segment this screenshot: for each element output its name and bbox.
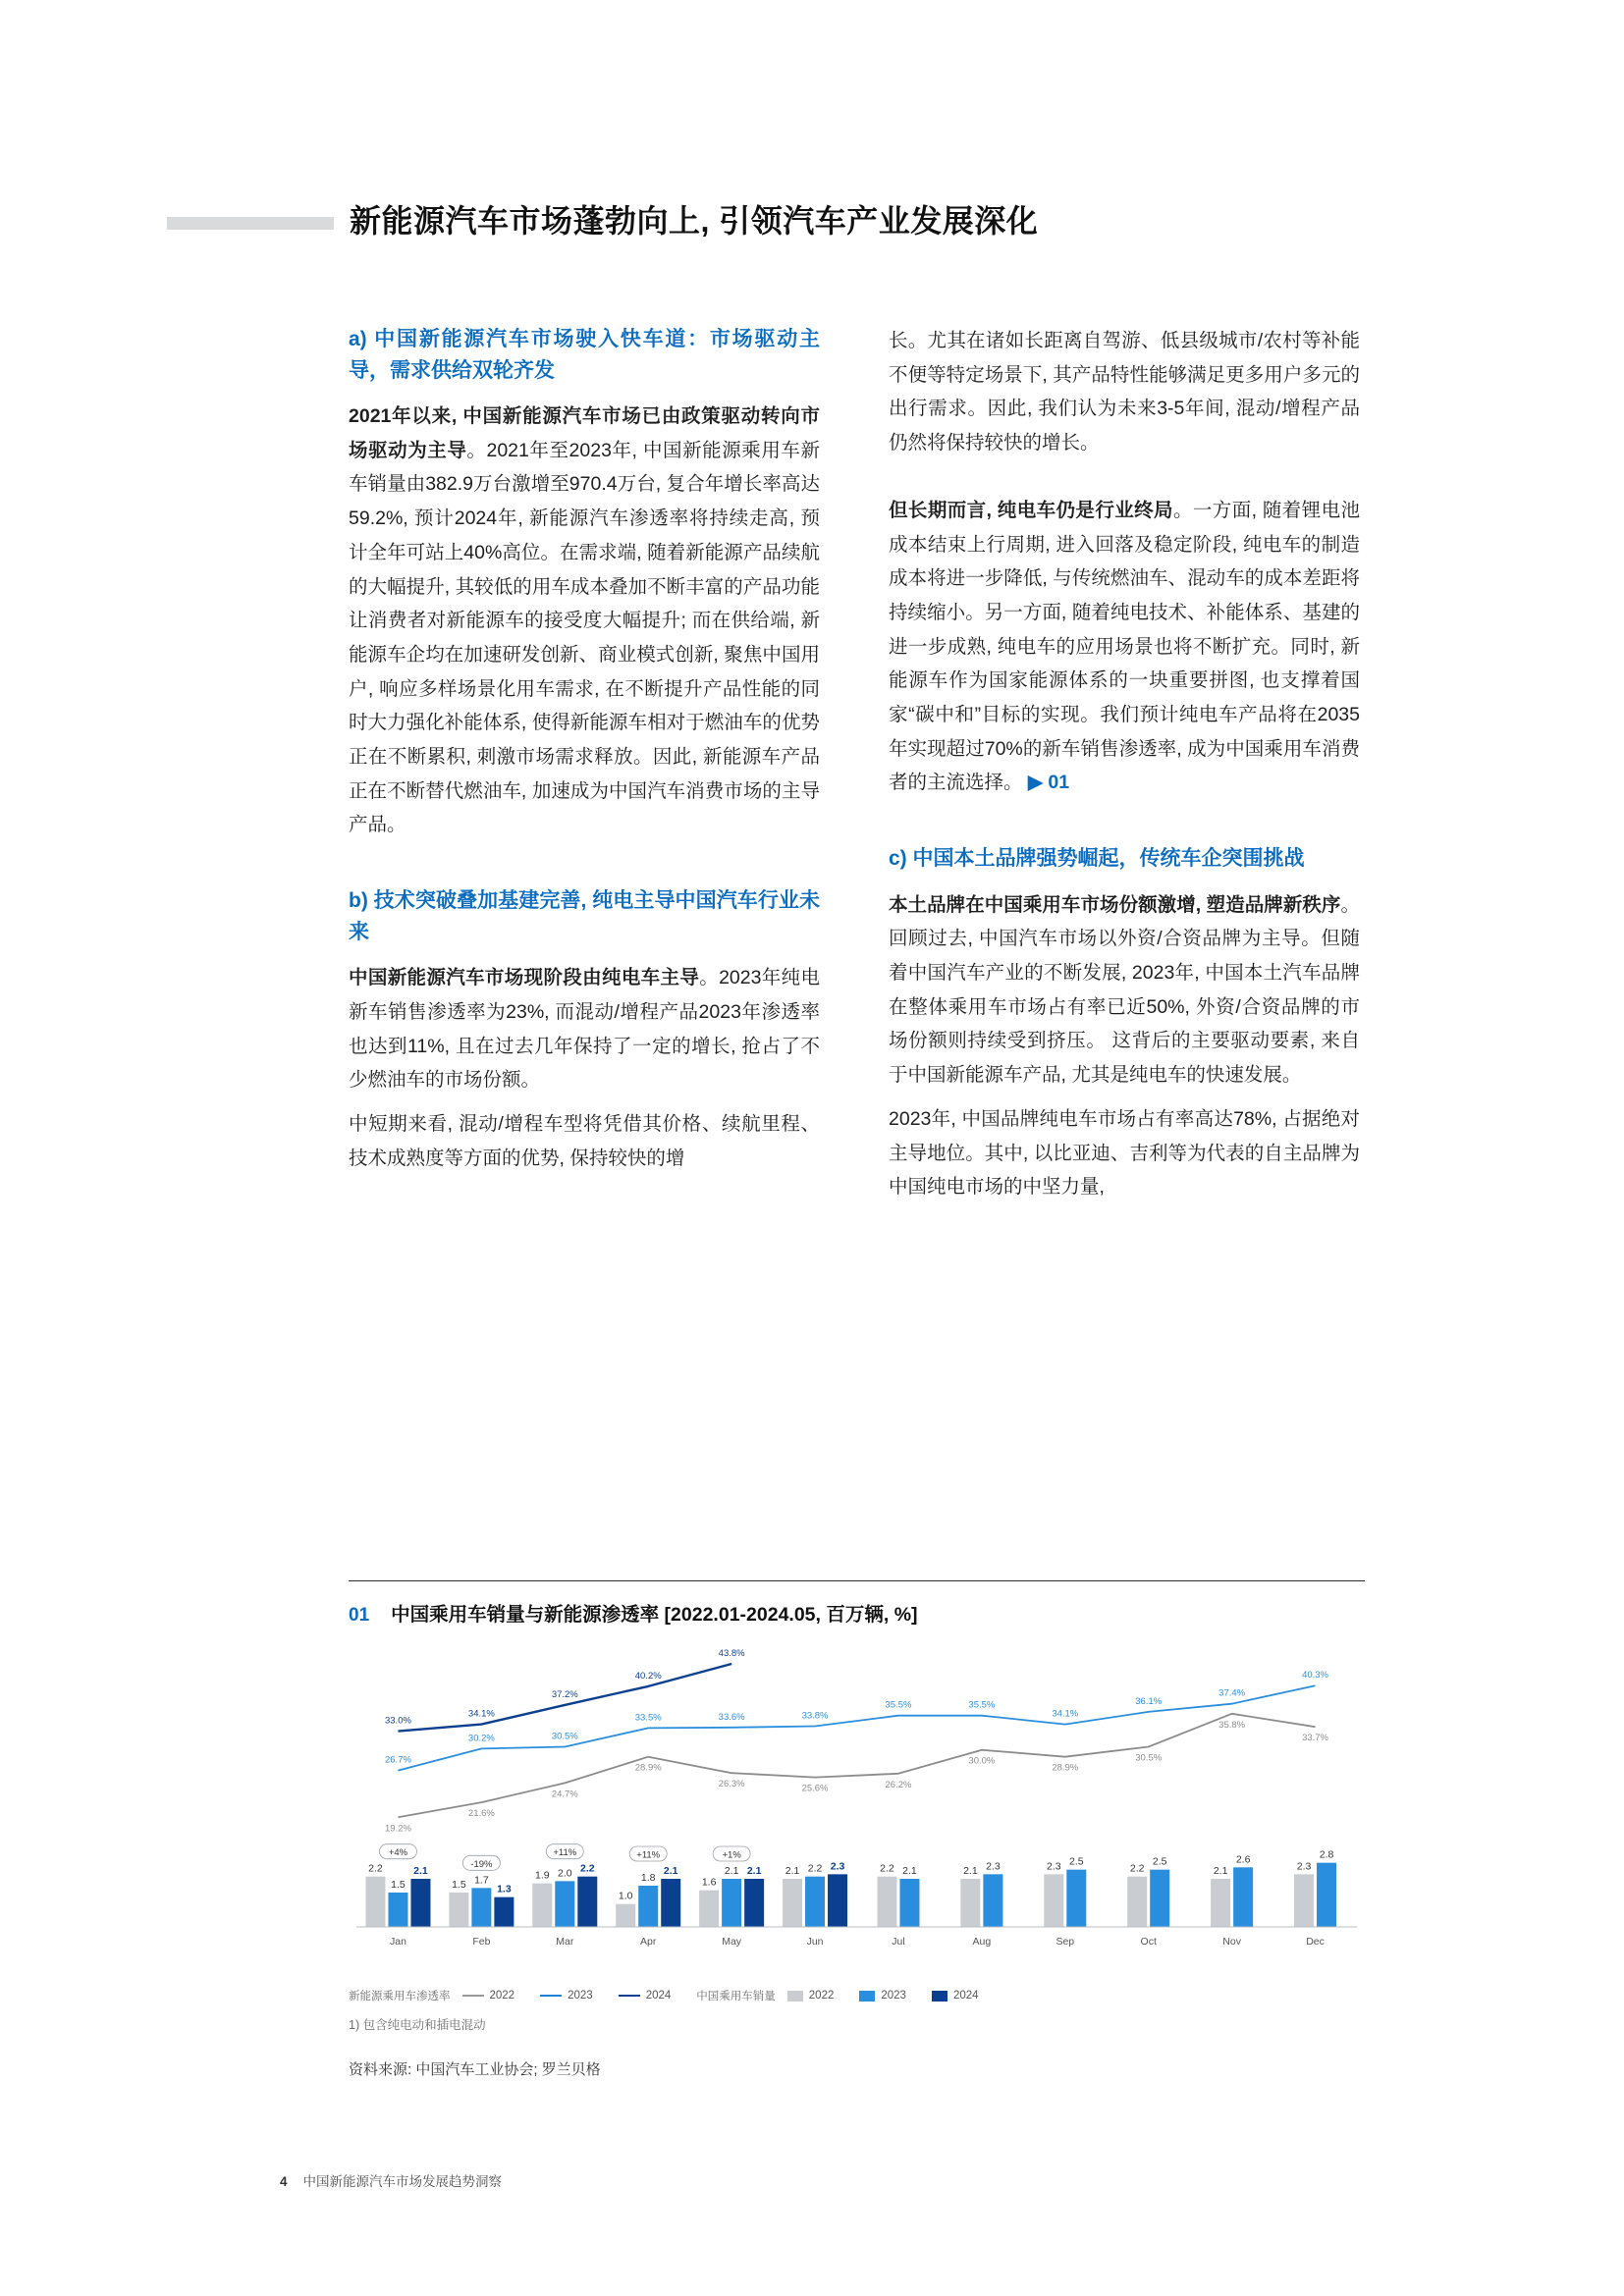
paragraph-ev-endgame-lead: 但长期而言, 纯电车仍是行业终局 — [889, 499, 1173, 521]
legend-line-2024 — [619, 1990, 672, 2002]
svg-text:35.5%: 35.5% — [885, 1699, 912, 1711]
section-b-body: 。2023年纯电新车销售渗透率为23%, 而混动/增程产品2023年渗透率也达到11%, 且在过去几年保持了一定的增长, 抢占了不少燃油车的市场份额。 — [349, 967, 820, 1092]
section-a-paragraph — [349, 400, 820, 842]
svg-text:25.6%: 25.6% — [801, 1783, 829, 1794]
sales-penetration-chart — [349, 1632, 1365, 1986]
svg-text:2.3: 2.3 — [1046, 1860, 1061, 1873]
svg-text:30.0%: 30.0% — [968, 1755, 996, 1767]
svg-text:30.2%: 30.2% — [467, 1733, 495, 1744]
svg-text:28.9%: 28.9% — [1052, 1762, 1079, 1774]
section-b-heading: b) 技术突破叠加基建完善, 纯电主导中国汽车行业未来 — [349, 889, 820, 943]
svg-text:36.1%: 36.1% — [1135, 1695, 1163, 1707]
svg-text:40.2%: 40.2% — [634, 1670, 662, 1682]
svg-text:40.3%: 40.3% — [1302, 1670, 1329, 1682]
continued-paragraph: 长。尤其在诸如长距离自驾游、低县级城市/农村等补能不便等特定场景下, 其产品特性能够满足更多用户多元的出行需求。因此, 我们认为未来3-5年间, 混动/增程产品仍然将保持较快的增长。 — [889, 330, 1360, 454]
svg-text:2.1: 2.1 — [963, 1865, 978, 1877]
svg-text:Jul: Jul — [892, 1936, 905, 1948]
svg-text:33.5%: 33.5% — [634, 1712, 662, 1724]
svg-text:19.2%: 19.2% — [384, 1823, 411, 1835]
section-a-body: 。2021年至2023年, 中国新能源乘用车新车销量由382.9万台激增至970.4万台, 复合年增长率高达59.2%, 预计2024年, 新能源汽车渗透率将持续走高, 预计全年可站上40%高位。在需求端, 随着新能源产品续航的大幅提升, 其较低的用车成本叠加不断丰富的产品功能让消费者对新能源车的接受度大幅提升; 而在供给端, 新能源车企均在加速研发创新、商业模式创新, 聚焦中国用户, 响应多样场景化用车需求, 在不断提升产品性能的同时大力强化补能体系, 使得新能源车相对于燃油车的优势正在不断累积, 刺激市场需求释放。因此, 新能源车产品正在不断替代燃油车, 加速成为中国汽车消费市场的主导产品。 — [349, 439, 820, 836]
svg-text:2.1: 2.1 — [724, 1865, 739, 1877]
legend-line-swatch-2023 — [540, 1995, 562, 1997]
svg-text:1.3: 1.3 — [497, 1883, 512, 1896]
svg-text:2.1: 2.1 — [1213, 1865, 1228, 1877]
svg-text:30.5%: 30.5% — [1135, 1752, 1163, 1764]
svg-text:35.8%: 35.8% — [1218, 1719, 1246, 1731]
right-column — [889, 324, 1360, 1214]
paragraph-ev-endgame-body: 。一方面, 随着锂电池成本结束上行周期, 进入回落及稳定阶段, 纯电车的制造成本将进一步降低, 与传统燃油车、混动车的成本差距将持续缩小。另一方面, 随着纯电技术、补能体系、基建的进一步成熟, 纯电车的应用场景也将不断扩充。同时, 新能源车作为国家能源体系的一块重要拼图, 也支撑着国家“碳中和”目标的实现。我们预计纯电车产品将在2035年实现超过70%的新车销售渗透率, 成为中国乘用车消费者的主流选择。 — [889, 499, 1360, 794]
legend-bar-text-2023: 2023 — [881, 1990, 906, 2002]
svg-text:1.5: 1.5 — [391, 1879, 406, 1891]
svg-text:2.1: 2.1 — [746, 1865, 762, 1877]
svg-text:37.4%: 37.4% — [1218, 1687, 1246, 1699]
svg-text:1.7: 1.7 — [474, 1874, 489, 1887]
svg-text:1.6: 1.6 — [701, 1876, 717, 1889]
svg-text:2.1: 2.1 — [413, 1865, 428, 1877]
section-c-paragraph — [889, 888, 1360, 1093]
svg-text:33.8%: 33.8% — [801, 1710, 829, 1722]
svg-text:Nov: Nov — [1222, 1936, 1241, 1948]
legend-bar-swatch-2023 — [859, 1991, 875, 2002]
svg-text:-19%: -19% — [470, 1858, 493, 1870]
svg-text:2.0: 2.0 — [557, 1867, 572, 1880]
section-a-heading: a) 中国新能源汽车市场驶入快车道：市场驱动主导，需求供给双轮齐发 — [349, 328, 820, 382]
svg-text:2.1: 2.1 — [663, 1865, 678, 1877]
section-c-paragraph-2: 2023年, 中国品牌纯电车市场占有率高达78%, 占据绝对主导地位。其中, 以比亚迪、吉利等为代表的自主品牌为中国纯电市场的中坚力量, — [889, 1107, 1360, 1199]
exhibit-01 — [349, 1580, 1365, 2079]
svg-text:Jun: Jun — [806, 1936, 824, 1948]
svg-text:May: May — [722, 1936, 742, 1948]
svg-text:Apr: Apr — [640, 1936, 657, 1948]
svg-text:2.3: 2.3 — [986, 1860, 1001, 1873]
svg-text:26.7%: 26.7% — [384, 1754, 411, 1766]
section-a-lead: 2021年以来, 中国新能源汽车市场已由政策驱动转向市场驱动为主导 — [349, 405, 820, 461]
legend-line-text-2024: 2024 — [645, 1990, 672, 2002]
svg-text:2.5: 2.5 — [1152, 1855, 1167, 1868]
footer-doc-title: 中国新能源汽车市场发展趋势洞察 — [302, 2174, 503, 2189]
svg-text:30.5%: 30.5% — [551, 1731, 578, 1742]
legend-bar-2024 — [932, 1990, 979, 2002]
page-footer — [280, 2170, 502, 2190]
svg-text:33.7%: 33.7% — [1302, 1733, 1329, 1744]
svg-text:28.9%: 28.9% — [634, 1762, 662, 1774]
legend-line-2022 — [462, 1990, 515, 2002]
legend-line-text-2022: 2022 — [489, 1990, 515, 2002]
legend-right-label: 中国乘用车销量 — [696, 1991, 776, 2002]
svg-text:+11%: +11% — [636, 1849, 661, 1861]
legend-line-swatch-2022 — [462, 1995, 484, 1997]
legend-bar-2023 — [859, 1990, 906, 2002]
svg-text:33.0%: 33.0% — [384, 1715, 411, 1727]
legend-line-swatch-2024 — [619, 1995, 640, 1997]
svg-text:2.3: 2.3 — [830, 1860, 845, 1873]
exhibit-reference-link[interactable]: ▶ 01 — [1027, 772, 1070, 794]
exhibit-title: 中国乘用车销量与新能源渗透率 [2022.01-2024.05, 百万辆, %] — [391, 1604, 918, 1626]
section-c-heading: c) 中国本土品牌强势崛起，传统车企突围挑战 — [889, 847, 1305, 871]
chart-canvas — [349, 1632, 1365, 1986]
exhibit-header — [349, 1599, 1365, 1627]
svg-text:2.1: 2.1 — [902, 1865, 917, 1877]
left-column — [349, 324, 820, 1185]
legend-bar-2022 — [787, 1990, 835, 2002]
legend-line-text-2023: 2023 — [568, 1990, 593, 2002]
svg-text:2.5: 2.5 — [1068, 1855, 1084, 1868]
svg-text:Aug: Aug — [972, 1936, 992, 1948]
svg-text:43.8%: 43.8% — [718, 1647, 745, 1659]
svg-text:+1%: +1% — [722, 1849, 741, 1861]
page-number: 4 — [280, 2174, 288, 2189]
legend-bar-swatch-2024 — [932, 1991, 947, 2002]
section-c-body: 。回顾过去, 中国汽车市场以外资/合资品牌为主导。但随着中国汽车产业的不断发展, 2023年, 中国本土汽车品牌在整体乘用车市场占有率已近50%, 外资/合资品牌的市场份额则持续受到挤压。 这背后的主要驱动要素, 来自于中国新能源车产品, 尤其是纯电车的快速发展。 — [889, 893, 1360, 1087]
svg-text:2.2: 2.2 — [880, 1862, 894, 1875]
svg-text:Oct: Oct — [1140, 1936, 1157, 1948]
paragraph-ev-endgame — [889, 494, 1360, 800]
svg-text:26.3%: 26.3% — [718, 1779, 745, 1790]
svg-text:35.5%: 35.5% — [968, 1699, 996, 1711]
exhibit-divider — [349, 1580, 1365, 1581]
section-c-lead: 本土品牌在中国乘用车市场份额激增, 塑造品牌新秩序 — [889, 893, 1341, 916]
legend-left-label: 新能源乘用车渗透率 — [349, 1991, 451, 2002]
svg-text:+4%: +4% — [388, 1847, 408, 1859]
svg-text:Mar: Mar — [556, 1936, 574, 1948]
legend-bar-text-2022: 2022 — [808, 1990, 835, 2002]
header-rule — [167, 217, 334, 230]
legend-bar-swatch-2022 — [787, 1991, 803, 2002]
svg-text:2.2: 2.2 — [1129, 1862, 1145, 1875]
svg-text:26.2%: 26.2% — [885, 1779, 912, 1790]
svg-text:37.2%: 37.2% — [551, 1688, 578, 1700]
svg-text:1.5: 1.5 — [452, 1879, 466, 1891]
svg-text:Feb: Feb — [472, 1936, 491, 1948]
svg-text:21.6%: 21.6% — [467, 1808, 495, 1820]
section-b-lead: 中国新能源汽车市场现阶段由纯电车主导 — [349, 967, 700, 989]
chart-source: 资料来源: 中国汽车工业协会; 罗兰贝格 — [349, 2061, 601, 2078]
chart-footnote: 1) 包含纯电动和插电混动 — [349, 2018, 486, 2032]
svg-text:+11%: +11% — [553, 1847, 577, 1859]
legend-bar-text-2024: 2024 — [952, 1990, 979, 2002]
svg-text:2.2: 2.2 — [807, 1862, 823, 1875]
svg-text:24.7%: 24.7% — [551, 1789, 578, 1800]
page-title: 新能源汽车市场蓬勃向上, 引领汽车产业发展深化 — [350, 203, 1039, 239]
exhibit-number: 01 — [349, 1605, 370, 1626]
svg-text:1.0: 1.0 — [618, 1890, 633, 1902]
svg-text:1.9: 1.9 — [534, 1869, 550, 1882]
svg-text:2.1: 2.1 — [785, 1865, 800, 1877]
svg-text:2.6: 2.6 — [1235, 1853, 1251, 1866]
svg-text:1.8: 1.8 — [640, 1872, 656, 1884]
svg-text:34.1%: 34.1% — [1052, 1708, 1079, 1720]
section-b-paragraph-2: 中短期来看, 混动/增程车型将凭借其价格、续航里程、技术成熟度等方面的优势, 保持较快的增 — [349, 1112, 820, 1169]
legend-line-2023 — [540, 1990, 593, 2002]
svg-text:Dec: Dec — [1306, 1936, 1325, 1948]
page-header — [167, 201, 1453, 242]
svg-text:33.6%: 33.6% — [718, 1711, 745, 1723]
svg-text:34.1%: 34.1% — [467, 1708, 495, 1720]
svg-text:2.8: 2.8 — [1319, 1848, 1334, 1861]
svg-text:Jan: Jan — [389, 1936, 406, 1948]
svg-text:2.3: 2.3 — [1296, 1860, 1312, 1873]
svg-text:Sep: Sep — [1056, 1936, 1075, 1948]
section-b-paragraph — [349, 961, 820, 1097]
chart-legend — [349, 1988, 1365, 2003]
svg-text:2.2: 2.2 — [368, 1862, 383, 1875]
svg-text:2.2: 2.2 — [579, 1862, 595, 1875]
